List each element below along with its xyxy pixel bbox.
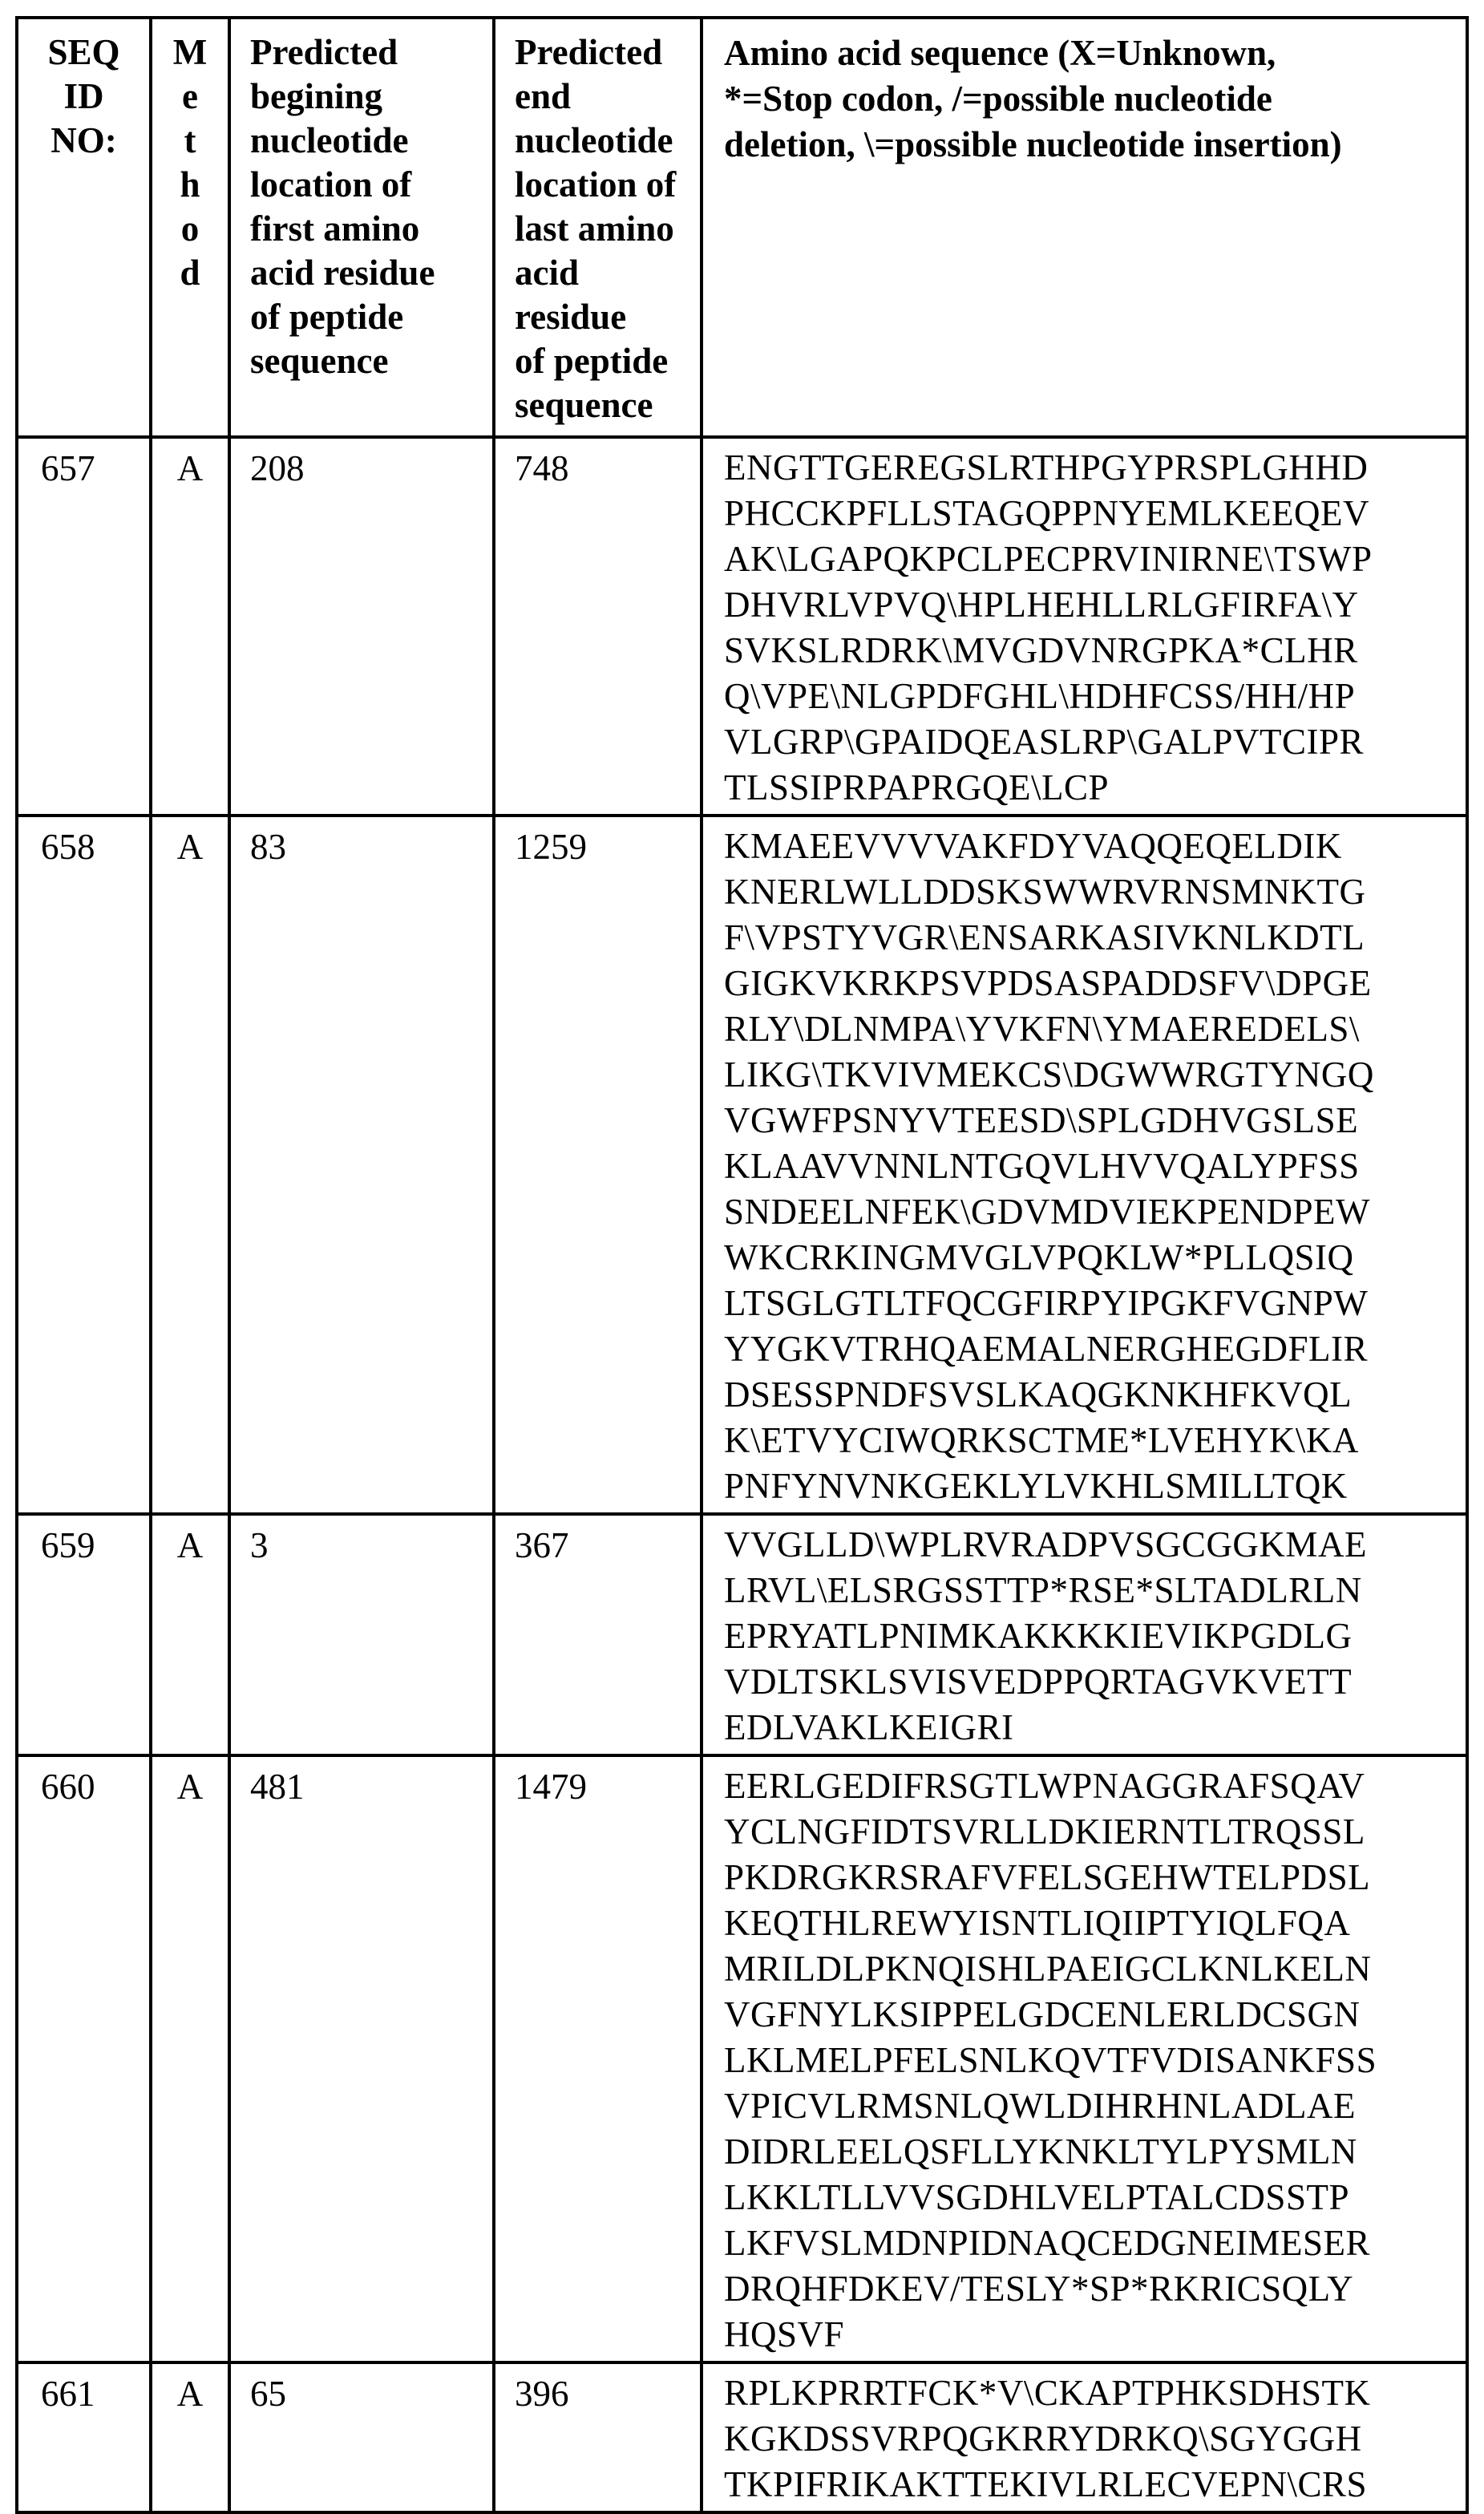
cell-seq-id-no: 661	[17, 2362, 151, 2512]
cell-seq-id-no: 658	[17, 816, 151, 1514]
cell-begin-location: 208	[229, 437, 494, 816]
cell-method: A	[151, 437, 229, 816]
cell-end-location: 1259	[494, 816, 702, 1514]
cell-end-location: 396	[494, 2362, 702, 2512]
cell-amino-acid-sequence: ENGTTGEREGSLRTHPGYPRSPLGHHD PHCCKPFLLSTAGQPPNYEMLKEEQEV AK\LGAPQKPCLPECPRVINIRNE\TSWP DHVRLVPVQ\HPLHEHLLRLGFIRFA\Y SVKSLRDRK\MVGDVNRGPKA*CLHR Q\VPE\NLGPDFGHL\HDHFCSS/HH/HP VLGRP\GPAIDQEASLRP\GALPVTCIPR TLSSIPRPAPRGQE\LCP	[702, 437, 1467, 816]
cell-amino-acid-sequence: VVGLLD\WPLRVRADPVSGCGGKMAE LRVL\ELSRGSSTTP*RSE*SLTADLRLN EPRYATLPNIMKAKKKKIEVIKPGDLG VDLTSKLSVISVEDPPQRTAGVKVETT EDLVAKLKEIGRI	[702, 1514, 1467, 1755]
cell-begin-location: 83	[229, 816, 494, 1514]
table-row	[17, 2362, 1467, 2512]
cell-amino-acid-sequence: KMAEEVVVVAKFDYVAQQEQELDIK KNERLWLLDDSKSWWRVRNSMNKTG F\VPSTYVGR\ENSARKASIVKNLKDTL GIGKVKRKPSVPDSASPADDSFV\DPGE RLY\DLNMPA\YVKFN\YMAEREDELS\ LIKG\TKVIVMEKCS\DGWWRGTYNGQ VGWFPSNYVTEESD\SPLGDHVGSLSE KLAAVVNNLNTGQVLHVVQALYPFSS SNDEELNFEK\GDVMDVIEKPENDPEW WKCRKINGMVGLVPQKLW*PLLQSIQ LTSGLGTLTFQCGFIRPYIPGKFVGNPW YYGKVTRHQAEMALNERGHEGDFLIR DSESSPNDFSVSLKAQGKNKHFKVQL K\ETVYCIWQRKSCTME*LVEHYK\KA PNFYNVNKGEKLYLVKHLSMILLTQK	[702, 816, 1467, 1514]
cell-begin-location: 3	[229, 1514, 494, 1755]
header-row	[17, 18, 1467, 437]
cell-end-location: 748	[494, 437, 702, 816]
table-row	[17, 1514, 1467, 1755]
header-seq-id-no: SEQ ID NO:	[17, 18, 151, 437]
cell-end-location: 1479	[494, 1755, 702, 2362]
table-row	[17, 1755, 1467, 2362]
cell-seq-id-no: 657	[17, 437, 151, 816]
table-row	[17, 816, 1467, 1514]
cell-method: A	[151, 816, 229, 1514]
table-body	[17, 437, 1467, 2512]
header-amino-acid-sequence: Amino acid sequence (X=Unknown, *=Stop codon, /=possible nucleotide deletion, \=possible nucleotide insertion)	[702, 18, 1467, 437]
cell-begin-location: 65	[229, 2362, 494, 2512]
cell-seq-id-no: 659	[17, 1514, 151, 1755]
cell-method: A	[151, 1755, 229, 2362]
cell-amino-acid-sequence: RPLKPRRTFCK*V\CKAPTPHKSDHSTK KGKDSSVRPQGKRRYDRKQ\SGYGGH TKPIFRIKAKTTEKIVLRLECVEPN\CRS	[702, 2362, 1467, 2512]
table-row	[17, 437, 1467, 816]
header-method: M e t h o d	[151, 18, 229, 437]
table-header	[17, 18, 1467, 437]
cell-end-location: 367	[494, 1514, 702, 1755]
cell-seq-id-no: 660	[17, 1755, 151, 2362]
header-end-nucleotide-location: Predicted end nucleotide location of last amino acid residue of peptide sequence	[494, 18, 702, 437]
header-begin-nucleotide-location: Predicted begining nucleotide location of first amino acid residue of peptide sequence	[229, 18, 494, 437]
cell-begin-location: 481	[229, 1755, 494, 2362]
cell-method: A	[151, 1514, 229, 1755]
cell-amino-acid-sequence: EERLGEDIFRSGTLWPNAGGRAFSQAV YCLNGFIDTSVRLLDKIERNTLTRQSSL PKDRGKRSRAFVFELSGEHWTELPDSL KEQTHLREWYISNTLIQIIPTYIQLFQA MRILDLPKNQISHLPAEIGCLKNLKELN VGFNYLKSIPPELGDCENLERLDCSGN LKLMELPFELSNLKQVTFVDISANKFSS VPICVLRMSNLQWLDIHRHNLADLAE DIDRLEELQSFLLYKNKLTYLPYSMLN LKKLTLLVVSGDHLVELPTALCDSSTP LKFVSLMDNPIDNAQCEDGNEIMESER DRQHFDKEV/TESLY*SP*RKRICSQLY HQSVF	[702, 1755, 1467, 2362]
cell-method: A	[151, 2362, 229, 2512]
sequence-table	[15, 16, 1469, 2514]
